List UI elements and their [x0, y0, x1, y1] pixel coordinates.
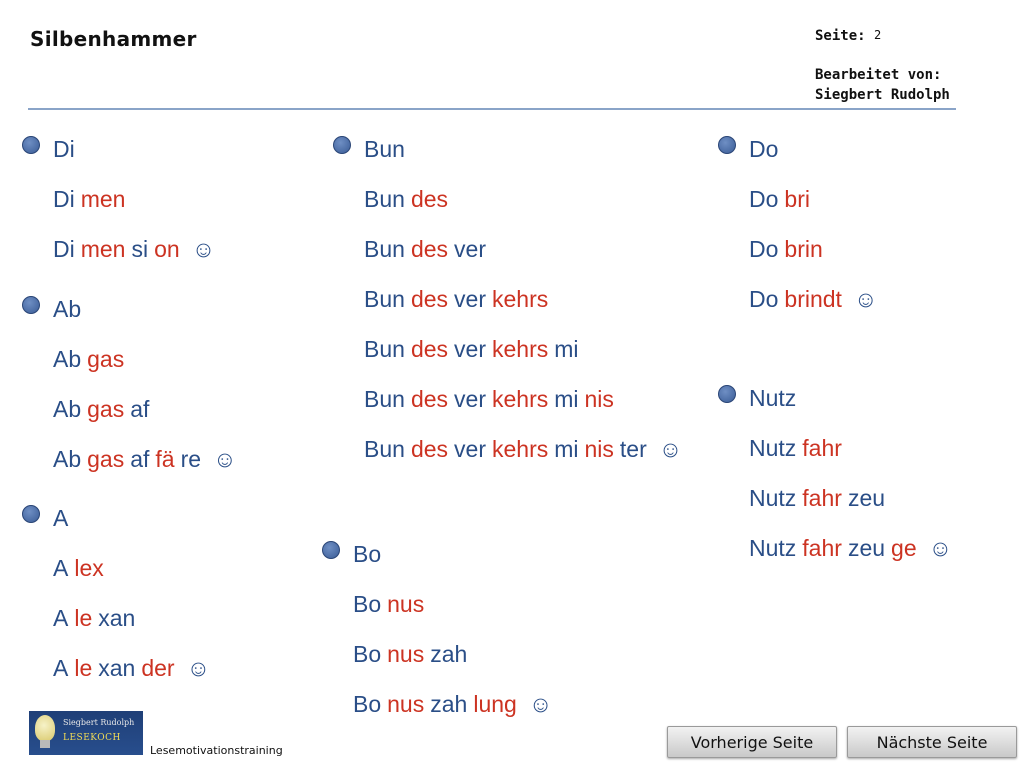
syllable: mi	[554, 336, 579, 362]
syllable-line	[364, 434, 682, 464]
syllable: brin	[784, 236, 823, 262]
syllable: fä	[155, 446, 175, 472]
syllable: Bun	[364, 136, 405, 162]
page-label: Seite:	[815, 28, 866, 44]
syllable: si	[131, 236, 149, 262]
syllable-line	[53, 134, 81, 164]
syllable-line	[53, 553, 110, 583]
syllable: Nutz	[749, 435, 797, 461]
syllable-line	[53, 294, 87, 324]
syllable: re	[180, 446, 202, 472]
syllable: A	[53, 555, 69, 581]
syllable-line	[749, 433, 848, 463]
bullet-icon	[718, 136, 736, 154]
syllable-line	[749, 134, 784, 164]
syllable: kehrs	[491, 286, 549, 312]
syllable: Bo	[353, 591, 382, 617]
syllable: xan	[98, 605, 136, 631]
syllable-line	[53, 234, 215, 264]
syllable: Ab	[53, 446, 82, 472]
syllable: Ab	[53, 396, 82, 422]
syllable: zeu	[847, 485, 886, 511]
syllable: des	[410, 336, 449, 362]
syllable: Bo	[353, 691, 382, 717]
syllable-line	[749, 234, 829, 264]
syllable-line	[749, 533, 952, 563]
syllable-line	[353, 539, 387, 569]
smiley-icon: ☺	[928, 535, 953, 561]
syllable: kehrs	[491, 386, 549, 412]
syllable: ver	[454, 236, 486, 262]
syllable-line	[364, 184, 454, 214]
syllable: Bo	[353, 541, 382, 567]
syllable-line	[364, 134, 411, 164]
syllable: Di	[53, 136, 75, 162]
smiley-icon: ☺	[191, 236, 216, 262]
syllable: zeu	[847, 535, 886, 561]
syllable: zah	[430, 691, 468, 717]
header-divider	[28, 108, 956, 110]
previous-page-button[interactable]: Vorherige Seite	[667, 726, 837, 758]
syllable: le	[74, 605, 93, 631]
smiley-icon: ☺	[528, 691, 553, 717]
syllable: nus	[387, 691, 425, 717]
footer-label: Lesemotivationstraining	[150, 744, 283, 757]
syllable: on	[154, 236, 180, 262]
syllable: men	[80, 186, 126, 212]
syllable: Nutz	[749, 485, 797, 511]
syllable: A	[53, 655, 69, 681]
bullet-icon	[22, 136, 40, 154]
syllable: Di	[53, 186, 75, 212]
bullet-icon	[22, 505, 40, 523]
syllable: Bun	[364, 236, 405, 262]
syllable-line	[364, 284, 554, 314]
syllable: Bo	[353, 641, 382, 667]
syllable-line	[749, 483, 891, 513]
syllable: ver	[454, 336, 486, 362]
syllable: nis	[584, 386, 614, 412]
syllable: des	[410, 386, 449, 412]
next-page-button[interactable]: Nächste Seite	[847, 726, 1017, 758]
syllable: A	[53, 505, 69, 531]
syllable: Di	[53, 236, 75, 262]
syllable: Do	[749, 236, 779, 262]
smiley-icon: ☺	[658, 436, 683, 462]
syllable: le	[74, 655, 93, 681]
syllable: Ab	[53, 346, 82, 372]
syllable: ver	[454, 286, 486, 312]
syllable: mi	[554, 386, 579, 412]
bullet-icon	[333, 136, 351, 154]
syllable-line	[353, 589, 430, 619]
syllable: fahr	[802, 535, 842, 561]
syllable-line	[53, 603, 141, 633]
syllable: nus	[387, 591, 425, 617]
syllable: lex	[74, 555, 104, 581]
bullet-icon	[322, 541, 340, 559]
syllable: Do	[749, 186, 779, 212]
syllable: Nutz	[749, 385, 797, 411]
page-number: 2	[874, 28, 882, 42]
syllable-line	[53, 444, 237, 474]
syllable: des	[410, 436, 449, 462]
syllable-line	[364, 384, 620, 414]
syllable: gas	[87, 396, 125, 422]
syllable: nis	[584, 436, 614, 462]
syllable: Bun	[364, 186, 405, 212]
author-name: Siegbert Rudolph	[815, 87, 950, 103]
smiley-icon: ☺	[213, 446, 237, 472]
syllable: Do	[749, 286, 779, 312]
syllable: brindt	[784, 286, 842, 312]
syllable: gas	[87, 346, 125, 372]
syllable-line	[364, 234, 492, 264]
syllable: fahr	[802, 485, 842, 511]
syllable-line	[353, 689, 552, 719]
syllable-line	[53, 503, 74, 533]
syllable: Bun	[364, 386, 405, 412]
syllable-line	[53, 344, 130, 374]
syllable: lung	[473, 691, 517, 717]
lesekoch-logo	[29, 711, 143, 755]
syllable: Bun	[364, 286, 405, 312]
bullet-icon	[718, 385, 736, 403]
smiley-icon: ☺	[853, 286, 878, 312]
syllable: des	[410, 186, 449, 212]
syllable: Ab	[53, 296, 82, 322]
syllable: Bun	[364, 436, 405, 462]
logo-brand: LESEKOCH	[63, 733, 121, 743]
edited-by-label: Bearbeitet von:	[815, 67, 942, 83]
syllable: kehrs	[491, 336, 549, 362]
syllable: ge	[891, 535, 917, 561]
syllable: af	[130, 396, 150, 422]
syllable: ver	[454, 436, 486, 462]
syllable-line	[53, 653, 210, 683]
syllable: zah	[430, 641, 468, 667]
syllable-line	[749, 284, 877, 314]
syllable: men	[80, 236, 126, 262]
syllable: A	[53, 605, 69, 631]
syllable: ter	[619, 436, 647, 462]
syllable: Bun	[364, 336, 405, 362]
syllable: kehrs	[491, 436, 549, 462]
smiley-icon: ☺	[186, 655, 211, 681]
syllable: xan	[98, 655, 136, 681]
syllable: ver	[454, 386, 486, 412]
syllable: fahr	[802, 435, 842, 461]
syllable-line	[53, 394, 155, 424]
syllable: des	[410, 286, 449, 312]
logo-author: Siegbert Rudolph	[63, 718, 135, 727]
syllable-line	[749, 184, 816, 214]
syllable: Nutz	[749, 535, 797, 561]
syllable-line	[749, 383, 802, 413]
syllable: Do	[749, 136, 779, 162]
syllable-line	[364, 334, 585, 364]
syllable-line	[53, 184, 131, 214]
syllable: af	[130, 446, 150, 472]
syllable: nus	[387, 641, 425, 667]
lightbulb-base	[40, 740, 50, 748]
syllable: der	[141, 655, 175, 681]
syllable: gas	[87, 446, 125, 472]
syllable: mi	[554, 436, 579, 462]
syllable: des	[410, 236, 449, 262]
syllable-line	[353, 639, 473, 669]
bullet-icon	[22, 296, 40, 314]
lightbulb-icon	[35, 715, 55, 741]
page-title: Silbenhammer	[30, 27, 197, 51]
syllable: bri	[784, 186, 810, 212]
